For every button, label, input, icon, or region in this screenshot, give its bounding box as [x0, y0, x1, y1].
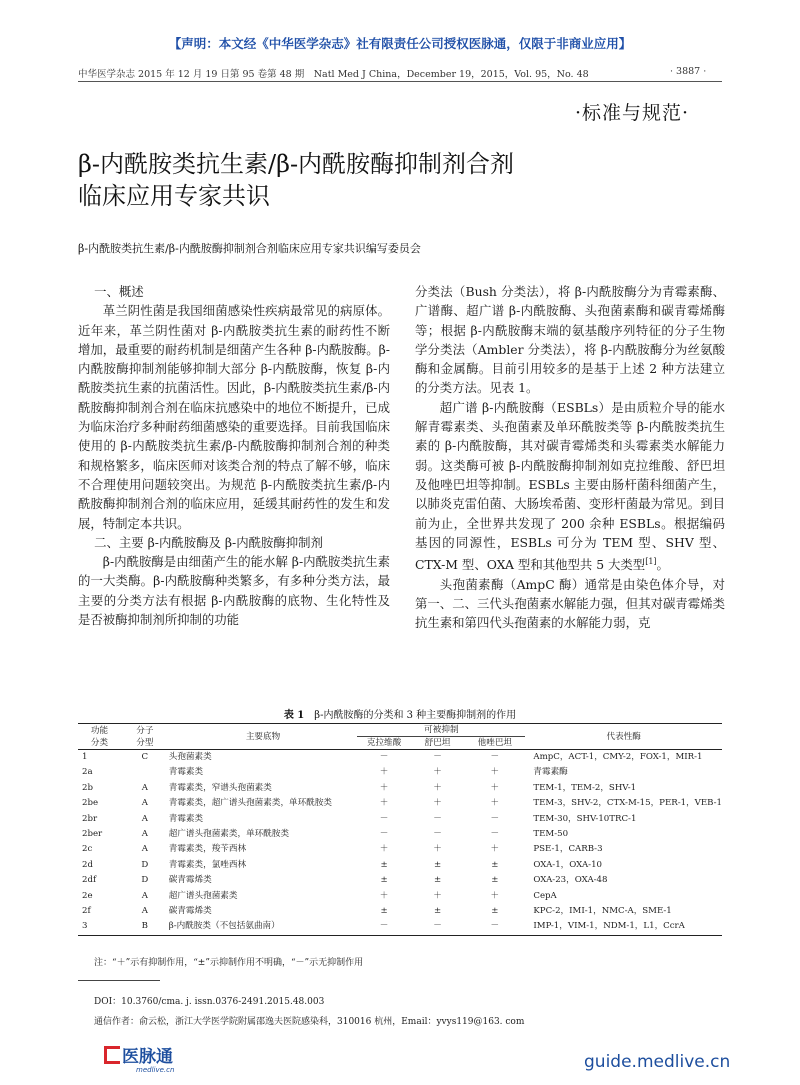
cell-func-class: 2e — [82, 890, 93, 901]
cell-sulbactam: ＋ — [433, 798, 442, 809]
cell-func-class: 1 — [82, 752, 88, 762]
cell-clavulanate: ＋ — [379, 767, 389, 778]
cell-tazobactam: － — [490, 829, 500, 840]
paragraph-enzymes: β-内酰胺酶是由细菌产生的能水解 β-内酰胺类抗生素的一大类酶。β-内酰胺酶种类繁多，有多种分类方法，最主要的分类方法有根据 β-内酰胺酶的底物、生化特性及是否被酶抑制剂所抑制的功能 — [78, 554, 390, 628]
cell-representative: TEM-30，SHV-10TRC-1 — [533, 813, 637, 824]
cell-substrate: 超广谱头孢菌素类 — [168, 890, 238, 901]
header-representative: 代表性酶 — [525, 724, 722, 750]
cell-representative: CepA — [533, 890, 557, 901]
table-caption — [0, 706, 800, 721]
cell-tazobactam: － — [490, 752, 500, 762]
cell-tazobactam: － — [464, 919, 525, 935]
cell-sulbactam: － — [433, 829, 442, 840]
page-number: · 3887 · — [670, 66, 707, 77]
copyright-banner: 【声明：本文经《中华医学杂志》社有限责任公司授权医脉通，仅限于非商业应用】 — [168, 36, 632, 51]
cell-func-class: 2ber — [82, 829, 103, 840]
site-url[interactable]: guide.medlive.cn — [584, 1052, 731, 1072]
cell-substrate: β-内酰胺类（不包括氨曲南） — [169, 919, 358, 935]
paragraph-ampc: 头孢菌素酶（AmpC 酶）通常是由染色体介导，对第一、二、三代头孢菌素水解能力强，但其对碳青霉烯类抗生素和第四代头孢菌素的水解能力弱，克 — [415, 576, 725, 631]
cell-clavulanate: ＋ — [379, 844, 389, 855]
header-substrate: 主要底物 — [169, 724, 358, 750]
cell-clavulanate: ＋ — [379, 782, 389, 793]
cell-func-class: 2be — [82, 798, 99, 809]
cell-tazobactam: ＋ — [490, 890, 500, 901]
cell-substrate: 超广谱头孢菌素类，单环酰胺类 — [168, 829, 290, 840]
author-line: β-内酰胺类抗生素/β-内酰胺酶抑制剂合剂临床应用专家共识编写委员会 — [78, 242, 421, 255]
table-row — [78, 765, 722, 780]
cell-mol-class: A — [141, 798, 148, 809]
heading-overview: 一、概述 — [94, 284, 144, 299]
header-inhibited: 可被抑制 — [357, 724, 525, 737]
header-sulbactam: 舒巴坦 — [411, 737, 464, 750]
cell-func-class: 2a — [82, 767, 93, 778]
journal-citation-line: 中华医学杂志 2015 年 12 月 19 日第 95 卷第 48 期 Natl Med J China，December 19，2015，Vol. 95，No. 48 — [78, 69, 589, 80]
esbls-end: 。 — [656, 557, 669, 573]
reference-1[interactable]: [1] — [645, 557, 657, 567]
cell-substrate: 青霉素类 — [168, 767, 204, 778]
title-line-1: β-内酰胺类抗生素/β-内酰胺酶抑制剂合剂 — [78, 150, 515, 178]
cell-mol-class: A — [141, 829, 148, 840]
cell-mol-class — [121, 765, 169, 780]
table-row — [78, 873, 722, 888]
cell-sulbactam: － — [433, 752, 442, 762]
header-tazobactam: 他唑巴坦 — [464, 737, 525, 750]
cell-representative: OXA-1，OXA-10 — [533, 859, 603, 870]
cell-mol-class: A — [141, 844, 148, 855]
logo-subtext: medlive.cn — [136, 1066, 175, 1074]
cell-sulbactam: ＋ — [433, 782, 442, 793]
cell-clavulanate: － — [357, 919, 410, 935]
cell-substrate: 碳青霉烯类 — [168, 906, 212, 917]
header-func-class: 功能 分类 — [78, 724, 121, 750]
enzyme-classification-table — [78, 723, 722, 936]
table-row — [78, 812, 722, 827]
cell-func-class: 3 — [78, 919, 121, 935]
cell-mol-class: B — [121, 919, 169, 935]
cell-representative: IMP-1，VIM-1，NDM-1，L1，CcrA — [525, 919, 722, 935]
paragraph-esbls — [415, 398, 725, 575]
cell-representative: KPC-2，IMI-1，NMC-A，SME-1 — [533, 906, 672, 917]
paragraph-classification: 分类法（Bush 分类法），将 β-内酰胺酶分为青霉素酶、广谱酶、超广谱 β-内酰胺酶、头孢菌素酶和碳青霉烯酶等；根据 β-内酰胺酶末端的氨基酸序列特征的分子生物学分类法（Ambler 分类法），将 β-内酰胺酶分为丝氨酸酶和金属酶。目前引用较多的是基于上述 2 种方法建立的分类方法。见表 1。 — [415, 284, 725, 396]
article-title — [78, 148, 718, 212]
esbls-text: 超广谱 β-内酰胺酶（ESBLs）是由质粒介导的能水解青霉素类、头孢菌素及单环酰胺类等 β-内酰胺类抗生素的 β-内酰胺酶，其对碳青霉烯类和头霉素类水解能力弱。这类酶可被 β-内酰胺酶抑制剂如克拉维酸、舒巴坦及他唑巴坦等抑制。ESBLs 主要由肠杆菌科细菌产生，以肺炎克雷伯菌、大肠埃希菌、变形杆菌最为常见。到目前为止，全世界共发现了 200 余种 ESBLs。根据编码基因的同源性，ESBLs 可分为 TEM 型、SHV 型、CTX-M 型、OXA 型和其他型共 5 大类型 — [415, 399, 725, 573]
right-column — [415, 282, 725, 632]
table-caption-text: β-内酰胺酶的分类和 3 种主要酶抑制剂的作用 — [314, 710, 517, 721]
cell-substrate: 青霉素类 — [168, 813, 204, 824]
cell-substrate: 青霉素类，超广谱头孢菌素类，单环酰胺类 — [168, 798, 333, 809]
table-row — [78, 796, 722, 811]
cell-clavulanate: － — [379, 752, 389, 762]
cell-representative: 青霉素酶 — [533, 767, 568, 778]
doi-line: DOI：10.3760/cma. j. issn.0376-2491.2015.48.003 — [94, 997, 325, 1007]
cell-mol-class: D — [141, 875, 149, 886]
cell-sulbactam: ± — [433, 875, 442, 886]
cell-representative: TEM-3，SHV-2，CTX-M-15，PER-1，VEB-1 — [533, 798, 722, 809]
cell-sulbactam: － — [411, 919, 464, 935]
cell-func-class: 2f — [82, 906, 91, 917]
cell-sulbactam: － — [433, 813, 442, 824]
table-row — [78, 904, 722, 919]
cell-tazobactam: ＋ — [490, 798, 500, 809]
cell-sulbactam: ＋ — [433, 767, 442, 778]
cell-clavulanate: ± — [380, 906, 388, 917]
cell-clavulanate: － — [379, 813, 389, 824]
cell-func-class: 2d — [82, 859, 93, 870]
table-row — [78, 750, 722, 766]
heading-main-enzymes: 二、主要 β-内酰胺酶及 β-内酰胺酶抑制剂 — [94, 534, 323, 550]
cell-substrate: 青霉素类，窄谱头孢菌素类 — [168, 782, 272, 793]
cell-tazobactam: ＋ — [490, 767, 500, 778]
cell-substrate: 碳青霉烯类 — [168, 875, 212, 886]
cell-substrate: 青霉素类，羧苄西林 — [168, 844, 247, 855]
cell-mol-class: A — [141, 906, 148, 917]
cell-representative: AmpC，ACT-1，CMY-2，FOX-1，MIR-1 — [533, 752, 703, 762]
cell-representative: OXA-23，OXA-48 — [533, 875, 608, 886]
cell-representative: TEM-1，TEM-2，SHV-1 — [533, 782, 637, 793]
medlive-logo-icon — [100, 1042, 210, 1074]
table-row — [78, 842, 722, 857]
cell-tazobactam: ± — [491, 875, 499, 886]
cell-clavulanate: ± — [380, 859, 388, 870]
table-caption-label: 表 1 — [283, 710, 305, 721]
header-mol-class: 分子 分型 — [121, 724, 169, 750]
cell-mol-class: A — [141, 890, 148, 901]
section-tag: ·标准与规范· — [575, 102, 690, 124]
header-rule — [78, 81, 722, 82]
cell-substrate: 青霉素类，氯唑西林 — [168, 859, 247, 870]
cell-tazobactam: ＋ — [490, 844, 500, 855]
table-note: 注：“＋”示有抑制作用，“±”示抑制作用不明确，“－”示无抑制作用 — [94, 958, 364, 968]
left-column — [78, 282, 390, 629]
cell-sulbactam: ± — [433, 906, 442, 917]
cell-mol-class: A — [141, 813, 148, 824]
paragraph-overview: 革兰阴性菌是我国细菌感染性疾病最常见的病原体。近年来，革兰阴性菌对 β-内酰胺类抗生素的耐药性不断增加，最重要的耐药机制是细菌产生各种 β-内酰胺酶。β-内酰胺酶抑制剂能够抑制大部分 β-内酰胺酶，恢复 β-内酰胺类抗生素的抗菌活性。因此，β-内酰胺类抗生素/β-内酰胺酶抑制剂合剂在临床抗感染中的地位不断提升，已成为临床治疗多种耐药细菌感染的重要选择。目前我国临床使用的 β-内酰胺类抗生素/β-内酰胺酶抑制剂合剂的种类和规格繁多，临床医师对该类合剂的特点了解不够，临床不合理使用问题较突出。为规范 β-内酰胺类抗生素/β-内酰胺酶抑制剂合剂的临床应用，延缓其耐药性的发生和发展，特制定本共识。 — [78, 303, 390, 531]
cell-clavulanate: ＋ — [379, 890, 389, 901]
table-row — [78, 889, 722, 904]
cell-tazobactam: － — [490, 813, 500, 824]
title-line-2: 临床应用专家共识 — [78, 182, 270, 210]
cell-mol-class: C — [141, 752, 149, 762]
table-row — [78, 781, 722, 796]
cell-sulbactam: ＋ — [433, 844, 442, 855]
cell-func-class: 2c — [82, 844, 93, 855]
medlive-logo[interactable] — [100, 1042, 210, 1074]
cell-func-class: 2df — [82, 875, 97, 886]
cell-sulbactam: ＋ — [433, 890, 442, 901]
cell-representative: PSE-1，CARB-3 — [533, 844, 603, 855]
cell-mol-class: A — [141, 782, 148, 793]
header-clavulanate: 克拉维酸 — [357, 737, 410, 750]
cell-substrate: 头孢菌素类 — [168, 752, 212, 762]
cell-func-class: 2br — [82, 813, 98, 824]
cell-tazobactam: ± — [491, 906, 499, 917]
table-row — [78, 858, 722, 873]
cell-clavulanate: ± — [380, 875, 388, 886]
table-row — [78, 919, 722, 935]
table-row — [78, 827, 722, 842]
cell-representative: TEM-50 — [533, 829, 569, 840]
cell-func-class: 2b — [82, 782, 93, 793]
cell-tazobactam: ＋ — [490, 782, 500, 793]
cell-clavulanate: ＋ — [379, 798, 389, 809]
cell-tazobactam: ± — [491, 859, 499, 870]
cell-mol-class: D — [141, 859, 149, 870]
corresponding-author: 通信作者：俞云松，浙江大学医学院附属邵逸夫医院感染科，310016 杭州，Email：yvys119@163. com — [94, 1017, 525, 1027]
cell-clavulanate: － — [379, 829, 389, 840]
footnote-rule — [78, 980, 160, 981]
logo-text: 医脉通 — [122, 1047, 173, 1067]
cell-sulbactam: ± — [433, 859, 442, 870]
